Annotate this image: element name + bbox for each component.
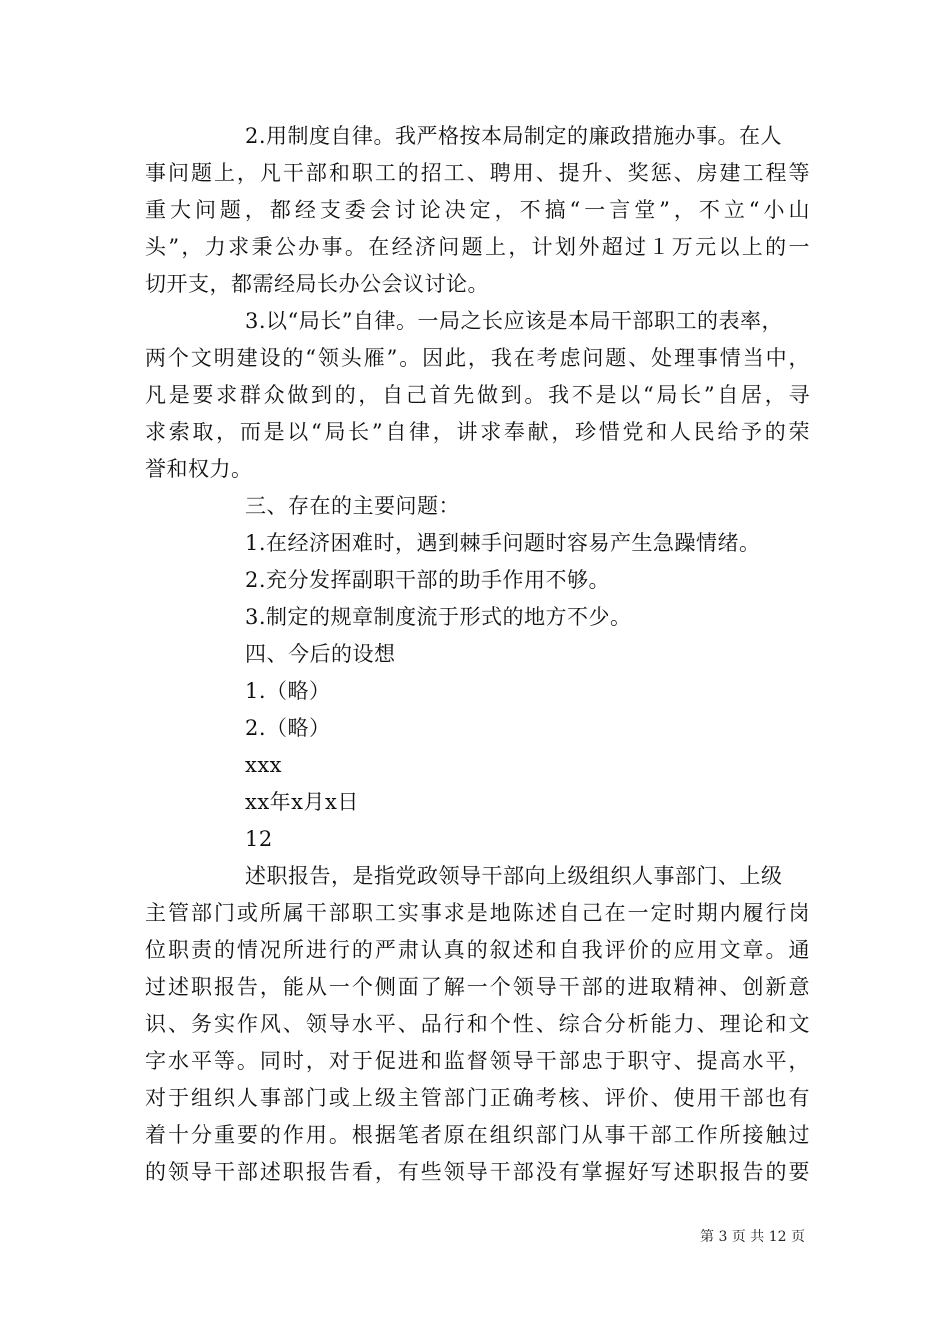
page-number-footer: 第 3 页 共 12 页 bbox=[700, 1229, 805, 1245]
text-line: 1.在经济困难时，遇到棘手问题时容易产生急躁情绪。 bbox=[245, 531, 761, 555]
text-line: 2.（略） bbox=[245, 716, 331, 740]
text-line: 头”，力求秉公办事。在经济问题上，计划外超过１万元以上的一 bbox=[145, 235, 810, 259]
text-line: 识、务实作风、领导水平、品行和个性、综合分析能力、理论和文 bbox=[145, 1012, 810, 1036]
text-line: 事问题上，凡干部和职工的招工、聘用、提升、奖惩、房建工程等 bbox=[145, 161, 810, 185]
text-line: 2.用制度自律。我严格按本局制定的廉政措施办事。在人 bbox=[245, 124, 783, 148]
document-body bbox=[145, 118, 810, 1191]
text-line: 切开支，都需经局长办公会议讨论。 bbox=[145, 272, 489, 296]
text-line: 着十分重要的作用。根据笔者原在组织部门从事干部工作所接触过 bbox=[145, 1123, 810, 1147]
text-line: 位职责的情况所进行的严肃认真的叙述和自我评价的应用文章。通 bbox=[145, 938, 810, 962]
text-line: 的领导干部述职报告看，有些领导干部没有掌握好写述职报告的要 bbox=[145, 1160, 810, 1184]
text-line: 两个文明建设的“领头雁”。因此，我在考虑问题、处理事情当中， bbox=[145, 346, 810, 370]
text-line: 求索取，而是以“局长”自律，讲求奉献，珍惜党和人民给予的荣 bbox=[145, 420, 810, 444]
text-line: 12 bbox=[245, 827, 273, 851]
text-line: 1.（略） bbox=[245, 679, 331, 703]
text-line: 述职报告，是指党政领导干部向上级组织人事部门、上级 bbox=[245, 864, 783, 888]
signature-name: xxx bbox=[245, 753, 283, 777]
signature-date: xx年x月x日 bbox=[245, 790, 359, 814]
text-line: 3.以“局长”自律。一局之长应该是本局干部职工的表率， bbox=[245, 309, 784, 333]
text-line: 重大问题，都经支委会讨论决定，不搞“一言堂”，不立“小山 bbox=[145, 198, 810, 222]
text-line: 誉和权力。 bbox=[145, 457, 253, 481]
text-line: 主管部门或所属干部职工实事求是地陈述自己在一定时期内履行岗 bbox=[145, 901, 810, 925]
text-line: 凡是要求群众做到的，自己首先做到。我不是以“局长”自居，寻 bbox=[145, 383, 810, 407]
text-line: 过述职报告，能从一个侧面了解一个领导干部的进取精神、创新意 bbox=[145, 975, 810, 999]
text-line: 对于组织人事部门或上级主管部门正确考核、评价、使用干部也有 bbox=[145, 1086, 810, 1110]
section-heading: 四、今后的设想 bbox=[245, 642, 396, 666]
section-heading: 三、存在的主要问题： bbox=[245, 494, 460, 518]
text-line: 字水平等。同时，对于促进和监督领导干部忠于职守、提高水平， bbox=[145, 1049, 810, 1073]
text-line: 3.制定的规章制度流于形式的地方不少。 bbox=[245, 605, 632, 629]
text-line: 2.充分发挥副职干部的助手作用不够。 bbox=[245, 568, 611, 592]
